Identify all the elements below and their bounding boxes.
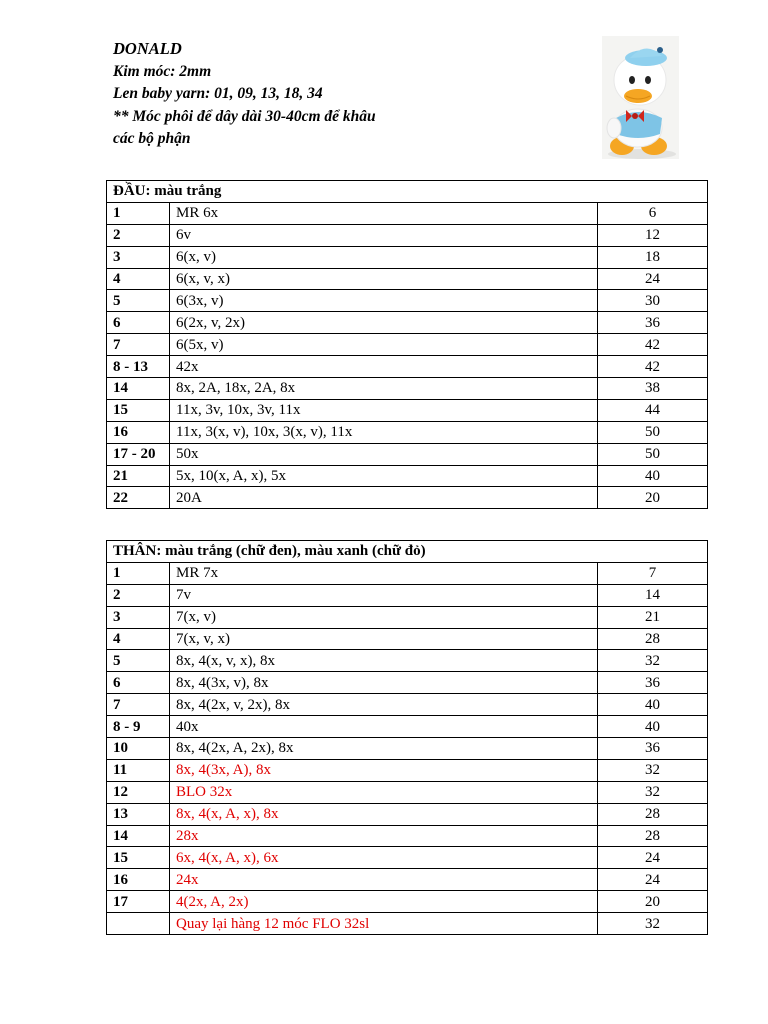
- table-row: [107, 606, 708, 628]
- row-instruction: MR 7x: [170, 562, 598, 584]
- row-number: 6: [107, 312, 170, 334]
- table-row: [107, 847, 708, 869]
- stitch-count: 36: [598, 312, 708, 334]
- pattern-title: DONALD: [113, 39, 182, 58]
- row-instruction: 20A: [170, 487, 598, 509]
- table-row: [107, 487, 708, 509]
- table-row: [107, 562, 708, 584]
- stitch-count: 12: [598, 224, 708, 246]
- stitch-count: 28: [598, 628, 708, 650]
- row-number: 8 - 13: [107, 356, 170, 378]
- stitch-count: 32: [598, 781, 708, 803]
- row-number: 1: [107, 202, 170, 224]
- stitch-count: 28: [598, 825, 708, 847]
- table-row: [107, 224, 708, 246]
- row-instruction: 42x: [170, 356, 598, 378]
- table-row: [107, 803, 708, 825]
- row-instruction: 8x, 2A, 18x, 2A, 8x: [170, 378, 598, 400]
- table-row: [107, 738, 708, 760]
- table-row: [107, 202, 708, 224]
- stitch-count: 24: [598, 847, 708, 869]
- stitch-count: 42: [598, 334, 708, 356]
- row-instruction: MR 6x: [170, 202, 598, 224]
- table-row: [107, 781, 708, 803]
- row-instruction: 7(x, v, x): [170, 628, 598, 650]
- table-row: [107, 628, 708, 650]
- stitch-count: 32: [598, 913, 708, 935]
- stitch-count: 32: [598, 759, 708, 781]
- head-section-table: [106, 180, 708, 509]
- row-instruction: 7(x, v): [170, 606, 598, 628]
- row-number: 21: [107, 465, 170, 487]
- table-row: [107, 672, 708, 694]
- table-row: [107, 290, 708, 312]
- row-instruction: 8x, 4(x, v, x), 8x: [170, 650, 598, 672]
- table-row: [107, 913, 708, 935]
- stitch-count: 30: [598, 290, 708, 312]
- row-number: 14: [107, 378, 170, 400]
- row-number: 4: [107, 268, 170, 290]
- stitch-count: 42: [598, 356, 708, 378]
- row-instruction: 6x, 4(x, A, x), 6x: [170, 847, 598, 869]
- stitch-count: 20: [598, 891, 708, 913]
- table-row: [107, 694, 708, 716]
- table-row: [107, 268, 708, 290]
- row-number: 15: [107, 399, 170, 421]
- stitch-count: 38: [598, 378, 708, 400]
- row-number: 16: [107, 421, 170, 443]
- row-instruction: 7v: [170, 584, 598, 606]
- row-instruction: 8x, 4(2x, v, 2x), 8x: [170, 694, 598, 716]
- table-row: [107, 421, 708, 443]
- row-number: 7: [107, 334, 170, 356]
- row-instruction: 11x, 3v, 10x, 3v, 11x: [170, 399, 598, 421]
- body-section-title: THÂN: màu trắng (chữ đen), màu xanh (chữ đỏ): [107, 541, 708, 563]
- row-number: 7: [107, 694, 170, 716]
- row-number: 16: [107, 869, 170, 891]
- row-number: 5: [107, 650, 170, 672]
- table-row: [107, 356, 708, 378]
- yarn-info: Len baby yarn: 01, 09, 13, 18, 34: [113, 85, 323, 102]
- row-number: 4: [107, 628, 170, 650]
- table-row: [107, 869, 708, 891]
- row-number: 6: [107, 672, 170, 694]
- row-instruction: 6(2x, v, 2x): [170, 312, 598, 334]
- row-number: [107, 913, 170, 935]
- stitch-count: 28: [598, 803, 708, 825]
- stitch-count: 36: [598, 672, 708, 694]
- row-instruction: 8x, 4(x, A, x), 8x: [170, 803, 598, 825]
- table-row: [107, 465, 708, 487]
- row-number: 11: [107, 759, 170, 781]
- row-instruction: 24x: [170, 869, 598, 891]
- note-line-1: ** Móc phôi để dây dài 30-40cm để khâu: [113, 107, 376, 125]
- note-line-2: các bộ phận: [113, 130, 191, 147]
- stitch-count: 40: [598, 694, 708, 716]
- hook-size: Kim móc: 2mm: [113, 62, 212, 80]
- row-number: 12: [107, 781, 170, 803]
- table-row: [107, 650, 708, 672]
- stitch-count: 50: [598, 421, 708, 443]
- row-number: 14: [107, 825, 170, 847]
- row-instruction: 5x, 10(x, A, x), 5x: [170, 465, 598, 487]
- stitch-count: 50: [598, 443, 708, 465]
- row-instruction: 11x, 3(x, v), 10x, 3(x, v), 11x: [170, 421, 598, 443]
- row-instruction: 6(x, v, x): [170, 268, 598, 290]
- stitch-count: 40: [598, 716, 708, 738]
- table-row: [107, 399, 708, 421]
- row-instruction: 8x, 4(3x, v), 8x: [170, 672, 598, 694]
- row-instruction: 6(5x, v): [170, 334, 598, 356]
- stitch-count: 20: [598, 487, 708, 509]
- stitch-count: 24: [598, 869, 708, 891]
- row-instruction: 28x: [170, 825, 598, 847]
- body-section-table: [106, 540, 708, 935]
- table-row: [107, 378, 708, 400]
- row-instruction: 4(2x, A, 2x): [170, 891, 598, 913]
- donald-duck-amigurumi-photo: [602, 36, 679, 159]
- table-row: [107, 443, 708, 465]
- row-number: 10: [107, 738, 170, 760]
- stitch-count: 18: [598, 246, 708, 268]
- row-instruction: 8x, 4(3x, A), 8x: [170, 759, 598, 781]
- row-number: 3: [107, 246, 170, 268]
- table-row: [107, 759, 708, 781]
- row-instruction: 6(x, v): [170, 246, 598, 268]
- row-number: 2: [107, 584, 170, 606]
- table-row: [107, 891, 708, 913]
- table-row: [107, 246, 708, 268]
- row-instruction: Quay lại hàng 12 móc FLO 32sl: [170, 913, 598, 935]
- row-instruction: 8x, 4(2x, A, 2x), 8x: [170, 738, 598, 760]
- table-row: [107, 716, 708, 738]
- row-number: 1: [107, 562, 170, 584]
- row-number: 15: [107, 847, 170, 869]
- stitch-count: 36: [598, 738, 708, 760]
- row-instruction: BLO 32x: [170, 781, 598, 803]
- row-number: 8 - 9: [107, 716, 170, 738]
- head-section-title: ĐẦU: màu trắng: [107, 181, 708, 203]
- row-number: 3: [107, 606, 170, 628]
- row-number: 5: [107, 290, 170, 312]
- pattern-header: [113, 38, 583, 151]
- row-instruction: 40x: [170, 716, 598, 738]
- stitch-count: 6: [598, 202, 708, 224]
- row-number: 17 - 20: [107, 443, 170, 465]
- table-row: [107, 825, 708, 847]
- stitch-count: 14: [598, 584, 708, 606]
- row-number: 13: [107, 803, 170, 825]
- table-row: [107, 334, 708, 356]
- row-instruction: 50x: [170, 443, 598, 465]
- stitch-count: 44: [598, 399, 708, 421]
- row-number: 17: [107, 891, 170, 913]
- stitch-count: 21: [598, 606, 708, 628]
- stitch-count: 24: [598, 268, 708, 290]
- row-number: 2: [107, 224, 170, 246]
- stitch-count: 7: [598, 562, 708, 584]
- stitch-count: 32: [598, 650, 708, 672]
- row-instruction: 6(3x, v): [170, 290, 598, 312]
- row-number: 22: [107, 487, 170, 509]
- row-instruction: 6v: [170, 224, 598, 246]
- table-row: [107, 584, 708, 606]
- stitch-count: 40: [598, 465, 708, 487]
- table-row: [107, 312, 708, 334]
